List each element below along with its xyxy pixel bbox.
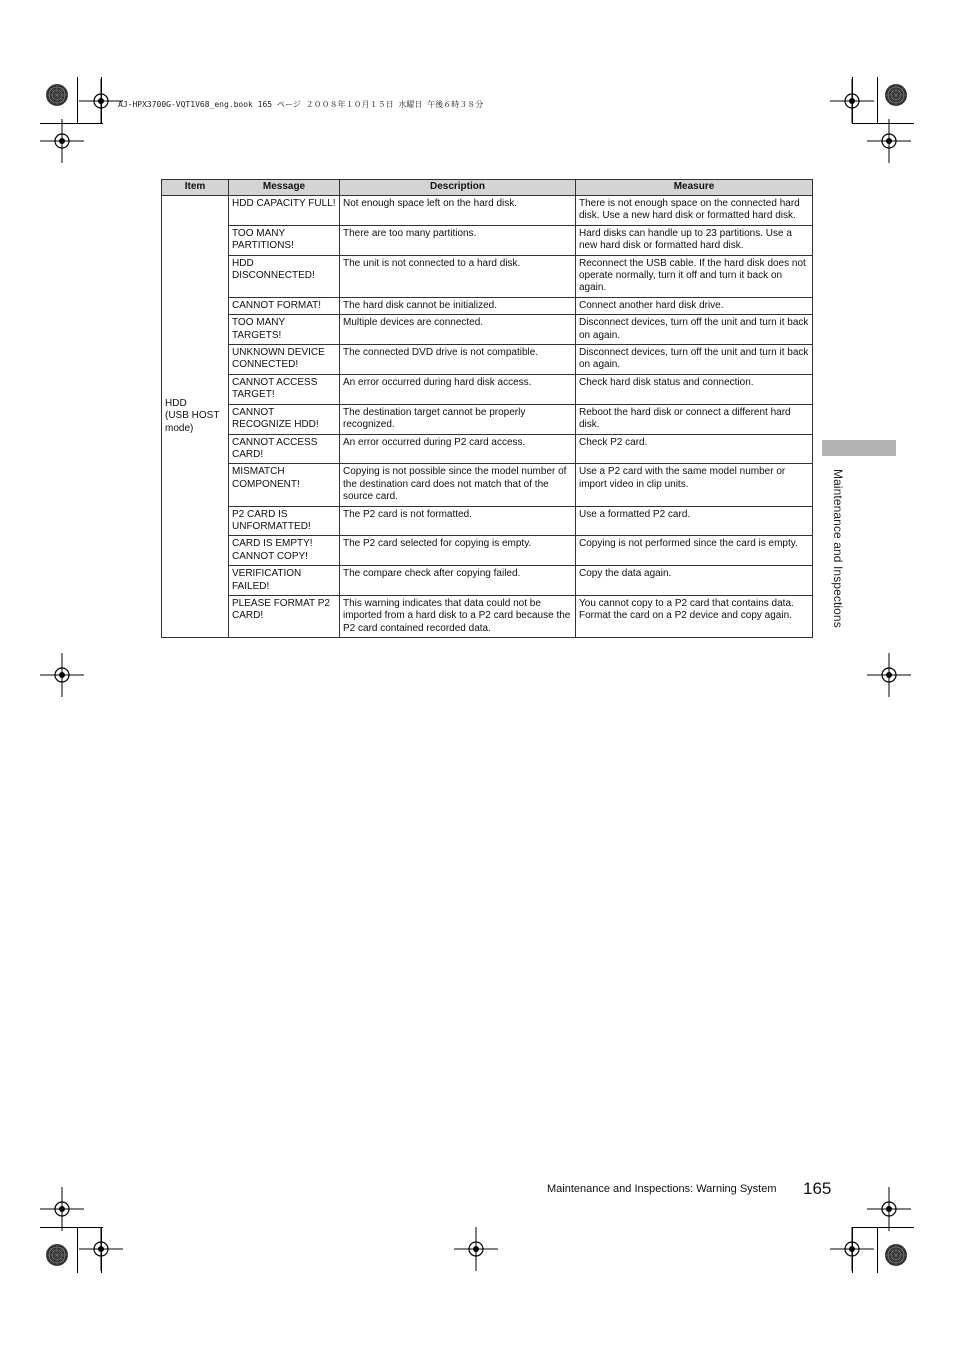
description-cell: The P2 card is not formatted. — [340, 506, 576, 536]
message-cell: CANNOT ACCESS CARD! — [229, 434, 340, 464]
description-cell: The destination target cannot be properly recognized. — [340, 404, 576, 434]
table-row — [162, 434, 813, 464]
message-cell: MISMATCH COMPONENT! — [229, 464, 340, 506]
measure-cell: There is not enough space on the connected hard disk. Use a new hard disk or formatted hard disk. — [576, 196, 813, 226]
table-row — [162, 345, 813, 375]
measure-cell: Copying is not performed since the card is empty. — [576, 536, 813, 566]
table-row — [162, 255, 813, 297]
description-cell: The P2 card selected for copying is empty. — [340, 536, 576, 566]
table-row — [162, 225, 813, 255]
table-row — [162, 595, 813, 637]
measure-cell: Reconnect the USB cable. If the hard disk does not operate normally, turn it off and turn it back on again. — [576, 255, 813, 297]
table-row — [162, 464, 813, 506]
message-cell: CANNOT RECOGNIZE HDD! — [229, 404, 340, 434]
measure-cell: You cannot copy to a P2 card that contains data. Format the card on a P2 device and copy again. — [576, 595, 813, 637]
measure-cell: Hard disks can handle up to 23 partitions. Use a new hard disk or formatted hard disk. — [576, 225, 813, 255]
column-header-description: Description — [340, 180, 576, 196]
description-cell: The unit is not connected to a hard disk. — [340, 255, 576, 297]
table-row — [162, 315, 813, 345]
message-cell: CANNOT ACCESS TARGET! — [229, 374, 340, 404]
table-header-row — [162, 180, 813, 196]
table-row — [162, 566, 813, 596]
message-cell: UNKNOWN DEVICE CONNECTED! — [229, 345, 340, 375]
message-cell: VERIFICATION FAILED! — [229, 566, 340, 596]
message-cell: HDD DISCONNECTED! — [229, 255, 340, 297]
warning-table — [161, 179, 813, 638]
description-cell: An error occurred during P2 card access. — [340, 434, 576, 464]
message-cell: TOO MANY TARGETS! — [229, 315, 340, 345]
description-cell: The connected DVD drive is not compatible. — [340, 345, 576, 375]
item-cell — [162, 196, 229, 638]
description-cell: This warning indicates that data could not be imported from a hard disk to a P2 card because the P2 card contained recorded data. — [340, 595, 576, 637]
message-cell: CARD IS EMPTY! CANNOT COPY! — [229, 536, 340, 566]
column-header-item: Item — [162, 180, 229, 196]
message-cell: HDD CAPACITY FULL! — [229, 196, 340, 226]
message-cell: CANNOT FORMAT! — [229, 297, 340, 314]
column-header-message: Message — [229, 180, 340, 196]
chapter-tab — [822, 440, 896, 456]
message-cell: TOO MANY PARTITIONS! — [229, 225, 340, 255]
measure-cell: Disconnect devices, turn off the unit and turn it back on again. — [576, 315, 813, 345]
message-cell: P2 CARD IS UNFORMATTED! — [229, 506, 340, 536]
measure-cell: Use a P2 card with the same model number or import video in clip units. — [576, 464, 813, 506]
description-cell: Not enough space left on the hard disk. — [340, 196, 576, 226]
measure-cell: Disconnect devices, turn off the unit and turn it back on again. — [576, 345, 813, 375]
description-cell: An error occurred during hard disk access. — [340, 374, 576, 404]
measure-cell: Check hard disk status and connection. — [576, 374, 813, 404]
description-cell: Multiple devices are connected. — [340, 315, 576, 345]
table-row — [162, 196, 813, 226]
column-header-measure: Measure — [576, 180, 813, 196]
print-header-line: AJ-HPX3700G-VQT1V68_eng.book 165 ページ ２００８年１０月１５日 水曜日 午後６時３８分 — [118, 100, 484, 109]
item-text: HDD (USB HOST mode) — [165, 397, 220, 434]
table-row — [162, 297, 813, 314]
measure-cell: Reboot the hard disk or connect a different hard disk. — [576, 404, 813, 434]
measure-cell: Use a formatted P2 card. — [576, 506, 813, 536]
measure-cell: Check P2 card. — [576, 434, 813, 464]
table-row — [162, 404, 813, 434]
description-cell: The hard disk cannot be initialized. — [340, 297, 576, 314]
footer-section-title: Maintenance and Inspections: Warning System — [547, 1183, 777, 1195]
page-number: 165 — [803, 1179, 832, 1198]
message-cell: PLEASE FORMAT P2 CARD! — [229, 595, 340, 637]
table-row — [162, 374, 813, 404]
measure-cell: Connect another hard disk drive. — [576, 297, 813, 314]
description-cell: Copying is not possible since the model number of the destination card does not match that of the source card. — [340, 464, 576, 506]
description-cell: The compare check after copying failed. — [340, 566, 576, 596]
description-cell: There are too many partitions. — [340, 225, 576, 255]
measure-cell: Copy the data again. — [576, 566, 813, 596]
table-row — [162, 536, 813, 566]
table-row — [162, 506, 813, 536]
chapter-label: Maintenance and Inspections — [831, 469, 845, 628]
